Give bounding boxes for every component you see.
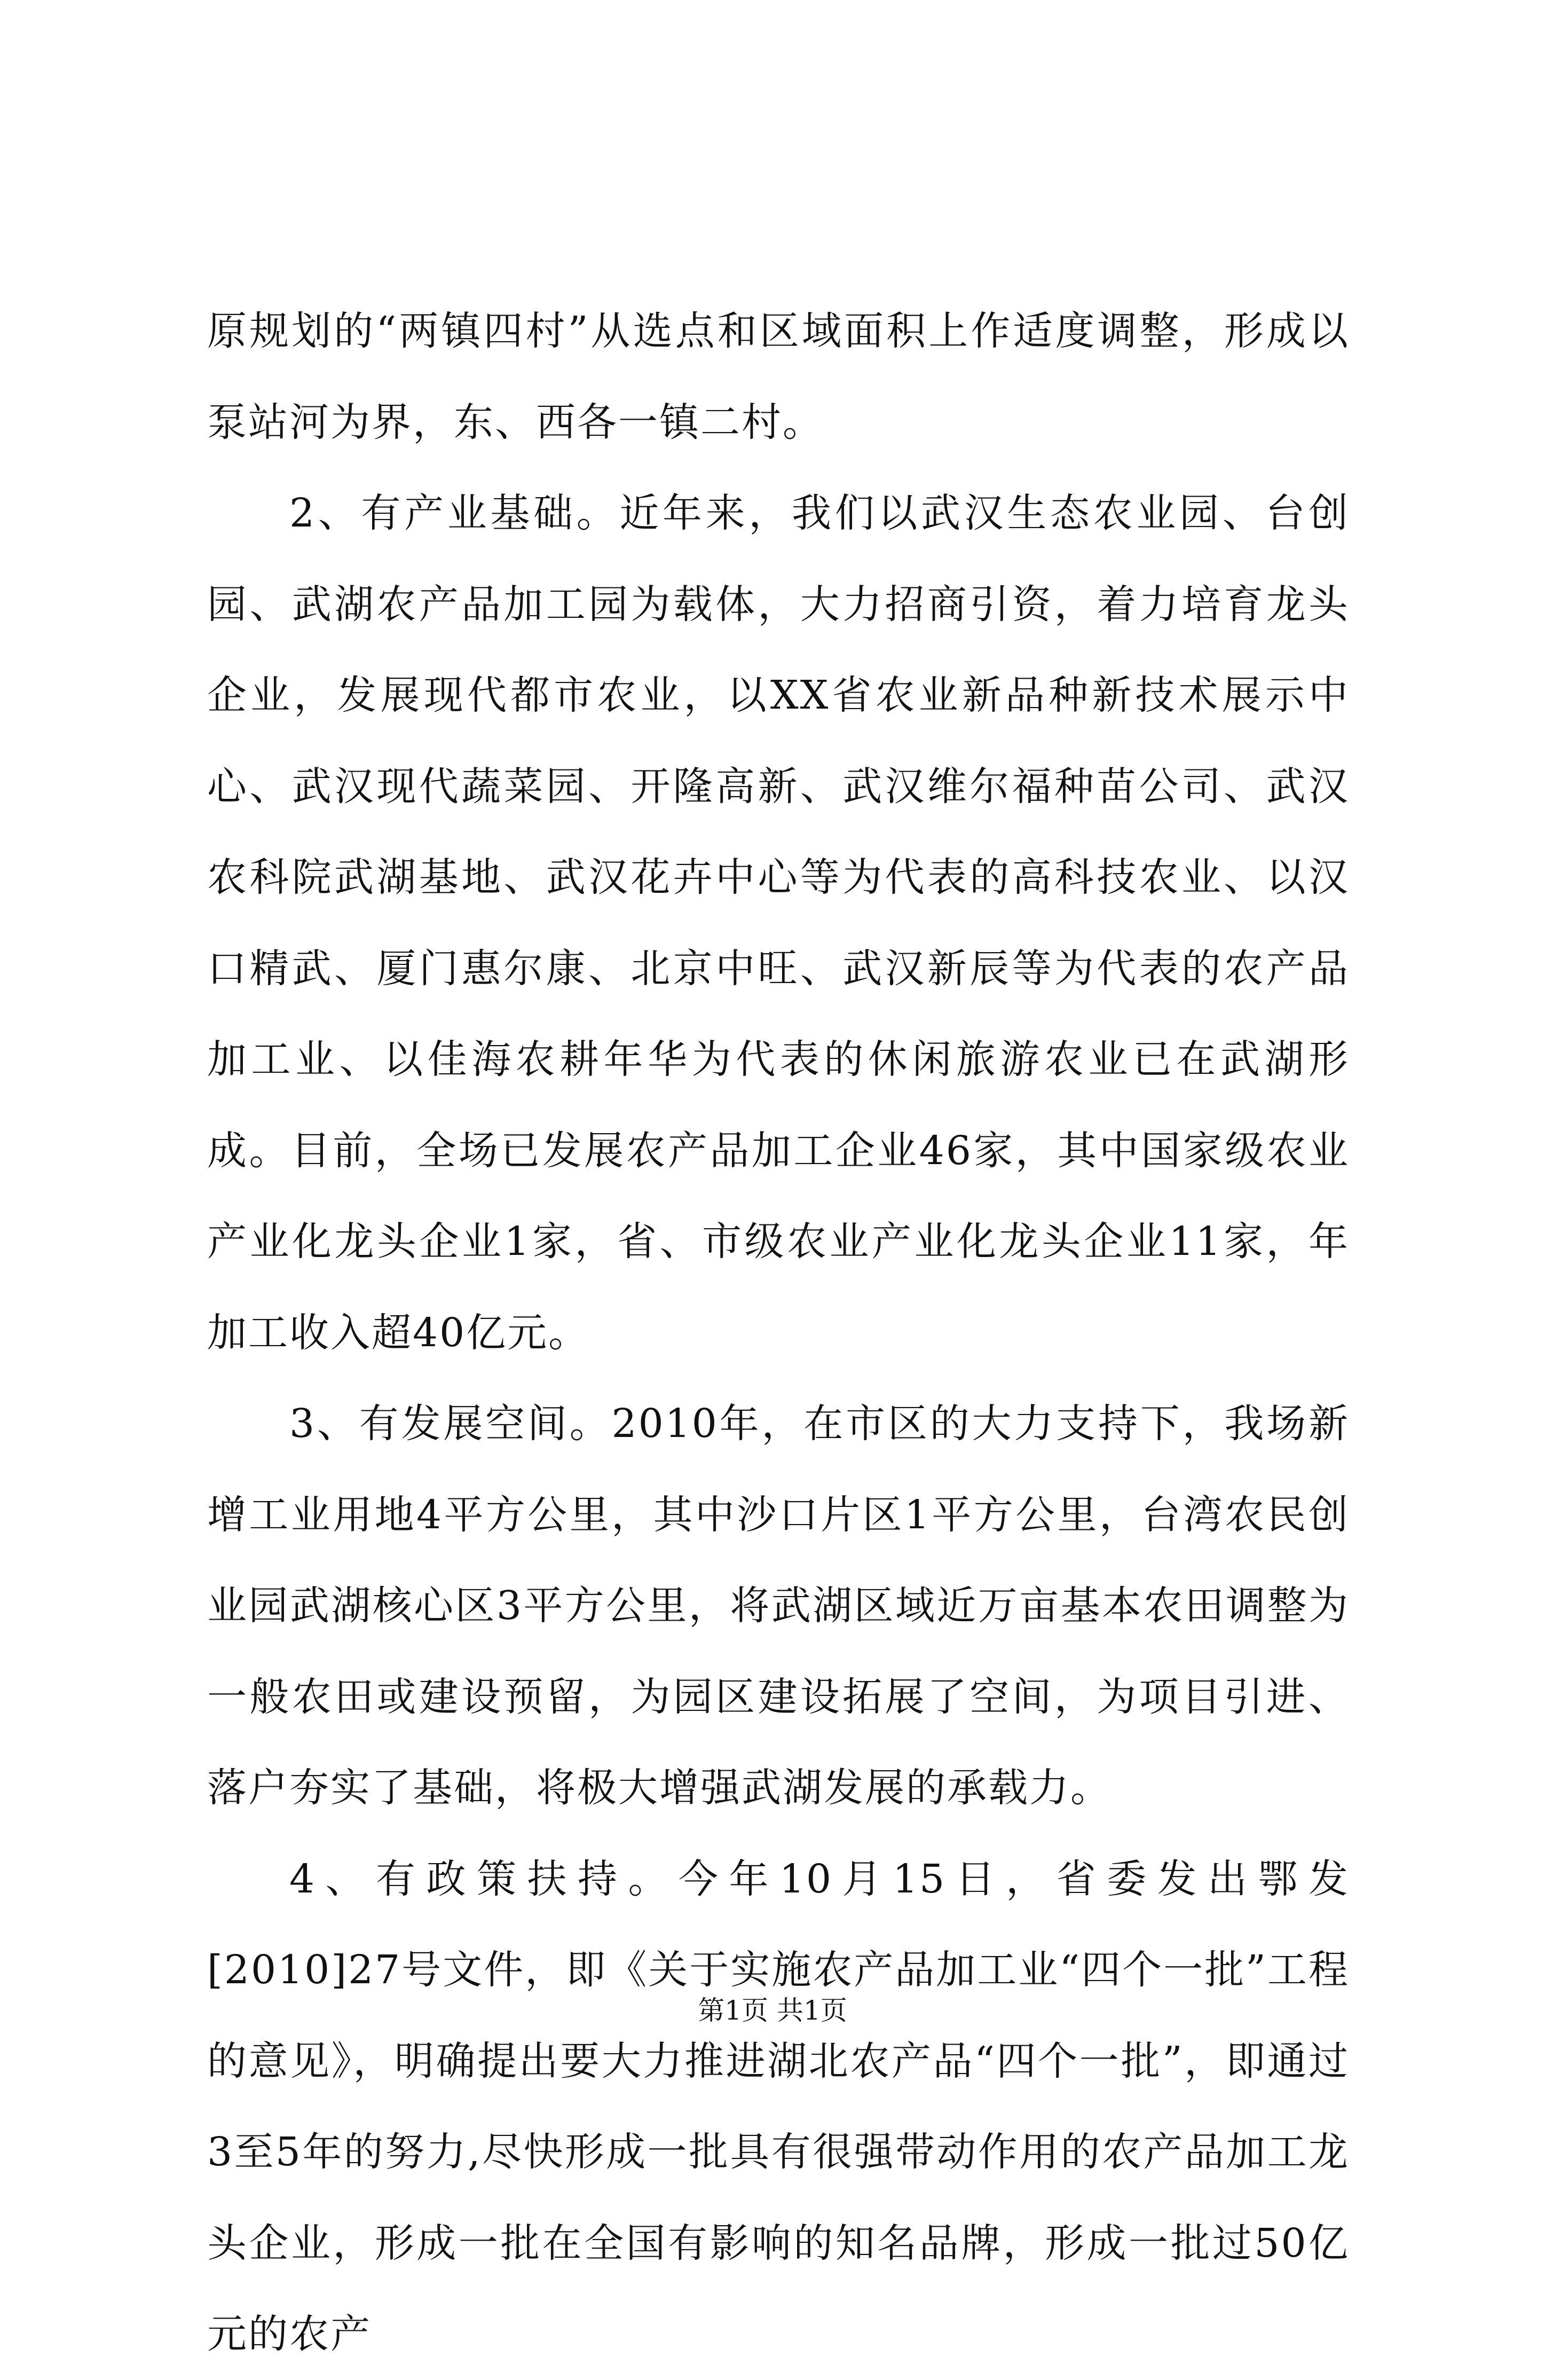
paragraph-policy-support: 4、有政策扶持。今年10月15日，省委发出鄂发[2010]27号文件，即《关于实施农产品加工业“四个一批”工程的意见》，明确提出要大力推进湖北农产品“四个一批”，即通过3至5年的努力,尽快形成一批具有很强带动作用的农产品加工龙头企业，形成一批在全国有影响的知名品牌，形成一批过50亿元的农产 <box>207 1856 1350 2357</box>
document-body <box>207 286 1350 2380</box>
paragraph-industry-base: 2、有产业基础。近年来，我们以武汉生态农业园、台创园、武湖农产品加工园为载体，大力招商引资，着力培育龙头企业，发展现代都市农业，以XX省农业新品种新技术展示中心、武汉现代蔬菜园、开隆高新、武汉维尔福种苗公司、武汉农科院武湖基地、武汉花卉中心等为代表的高科技农业、以汉口精武、厦门惠尔康、北京中旺、武汉新辰等为代表的农产品加工业、以佳海农耕年华为代表的休闲旅游农业已在武湖形成。目前，全场已发展农产品加工企业46家，其中国家级农业产业化龙头企业1家，省、市级农业产业化龙头企业11家，年加工收入超40亿元。 <box>207 490 1350 1356</box>
paragraph-continuation: 原规划的“两镇四村”从选点和区域面积上作适度调整，形成以泵站河为界，东、西各一镇二村。 <box>207 308 1350 445</box>
paragraph-development-space: 3、有发展空间。2010年，在市区的大力支持下，我场新增工业用地4平方公里，其中沙口片区1平方公里，台湾农民创业园武湖核心区3平方公里，将武湖区域近万亩基本农田调整为一般农田或建设预留，为园区建设拓展了空间，为项目引进、落户夯实了基础，将极大增强武湖发展的承载力。 <box>207 1401 1350 1811</box>
page-footer: 第1页 共1页 <box>698 1995 847 2026</box>
